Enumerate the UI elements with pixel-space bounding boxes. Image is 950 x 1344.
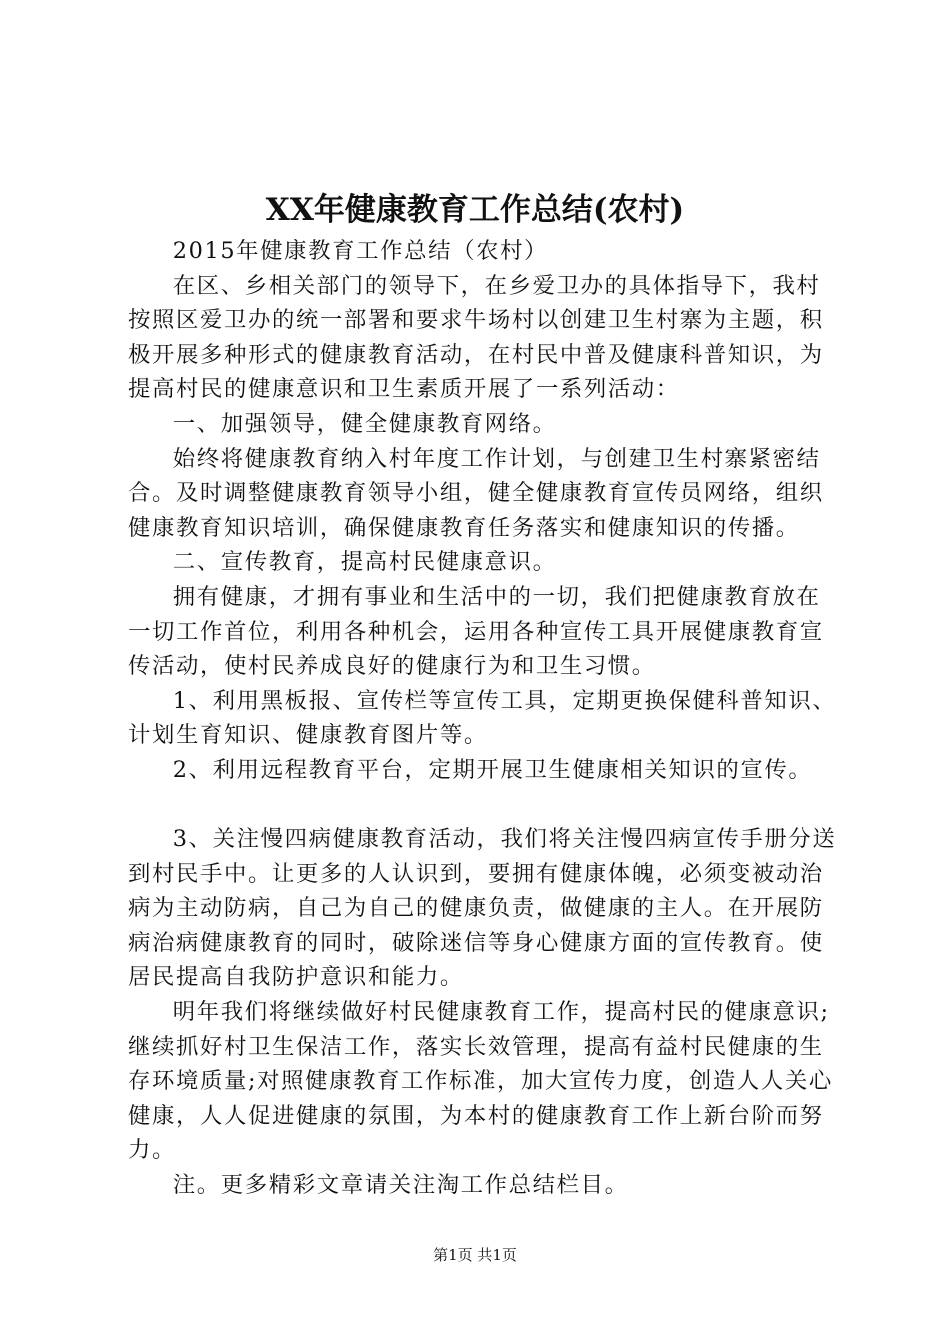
list-item-2: 2、利用远程教育平台，定期开展卫生健康相关知识的宣传。 bbox=[172, 756, 813, 783]
document-body bbox=[128, 234, 844, 1203]
list-item-3: 3、关注慢四病健康教育活动，我们将关注慢四病宣传手册分送到村民手中。让更多的人认识到，要拥有健康体魄，必须变被动治病为主动防病，自己为自己的健康负责，做健康的主人。在开展防病治病健康教育的同时，破除迷信等身心健康方面的宣传教育。使居民提高自我防护意识和能力。 bbox=[128, 826, 837, 991]
section-heading-1: 一、加强领导，健全健康教育网络。 bbox=[172, 410, 557, 437]
section-heading-2: 二、宣传教育，提高村民健康意识。 bbox=[172, 549, 557, 576]
page-number: 第1页 共1页 bbox=[433, 1246, 517, 1264]
paragraph-intro: 在区、乡相关部门的领导下，在乡爱卫办的具体指导下，我村按照区爱卫办的统一部署和要求牛场村以创建卫生村寨为主题，积极开展多种形式的健康教育活动，在村民中普及健康科普知识，为提高村民的健康意识和卫生素质开展了一系列活动： bbox=[128, 272, 824, 403]
list-item-1: 1、利用黑板报、宣传栏等宣传工具，定期更换保健科普知识、计划生育知识、健康教育图片等。 bbox=[128, 687, 837, 749]
paragraph-section-2: 拥有健康，才拥有事业和生活中的一切，我们把健康教育放在一切工作首位，利用各种机会，运用各种宣传工具开展健康教育宣传活动，使村民养成良好的健康行为和卫生习惯。 bbox=[128, 583, 824, 680]
document-title: XX年健康教育工作总结(农村) bbox=[265, 192, 685, 228]
paragraph-note: 注。更多精彩文章请关注淘工作总结栏目。 bbox=[172, 1172, 629, 1199]
paragraph-next-year: 明年我们将继续做好村民健康教育工作，提高村民的健康意识;继续抓好村卫生保洁工作，落实长效管理，提高有益村民健康的生存环境质量;对照健康教育工作标准，加大宣传力度，创造人人关心健康，人人促进健康的氛围，为本村的健康教育工作上新台阶而努力。 bbox=[128, 999, 833, 1164]
paragraph-subtitle: 2015年健康教育工作总结（农村） bbox=[172, 238, 549, 264]
paragraph-section-1: 始终将健康教育纳入村年度工作计划，与创建卫生村寨紧密结合。及时调整健康教育领导小组，健全健康教育宣传员网络，组织健康教育知识培训，确保健康教育任务落实和健康知识的传播。 bbox=[128, 445, 824, 541]
